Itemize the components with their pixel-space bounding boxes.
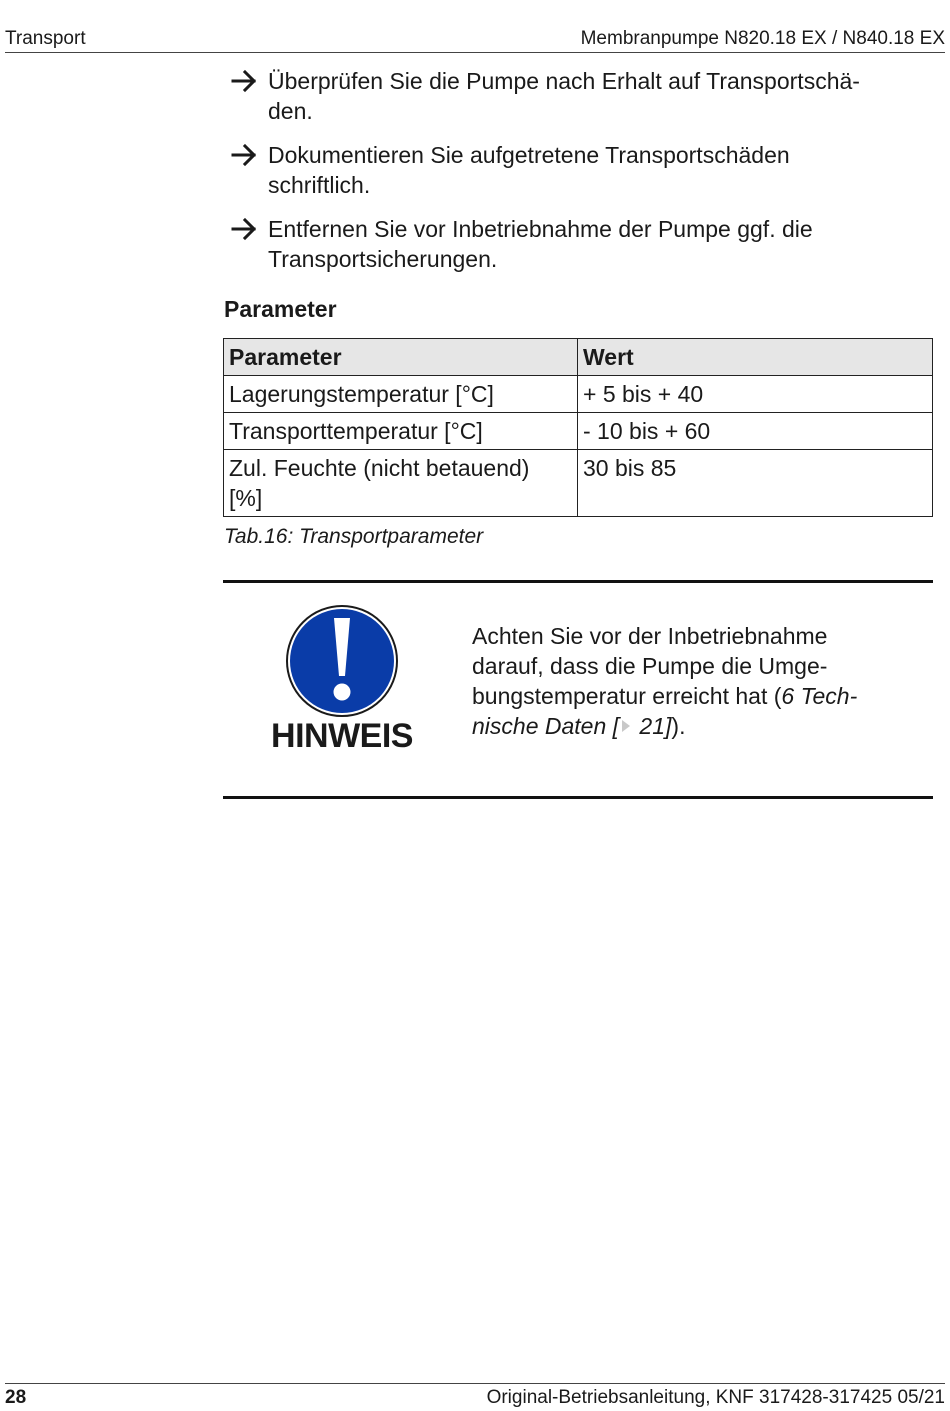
- parameter-cell: Zul. Feuchte (nicht betauend) [%]: [224, 450, 578, 517]
- column-header: Parameter: [224, 339, 578, 376]
- parameter-table: [223, 338, 933, 517]
- table-caption: Tab.16: Transportparameter: [224, 525, 484, 548]
- instruction-steps: [230, 66, 935, 288]
- value-cell: - 10 bis + 60: [578, 413, 933, 450]
- document-reference: Original-Betriebsanleitung, KNF 317428-317425 05/21: [486, 1387, 945, 1408]
- notice-bottom-rule: [223, 796, 933, 799]
- instruction-step: Überprüfen Sie die Pumpe nach Erhalt auf Transportschä- den.: [230, 66, 935, 126]
- notice-label: HINWEIS: [271, 717, 413, 755]
- page-number: 28: [5, 1387, 27, 1408]
- page-footer: [5, 1383, 945, 1408]
- header-section: Transport: [5, 28, 86, 49]
- value-cell: 30 bis 85: [578, 450, 933, 517]
- parameter-cell: Transporttemperatur [°C]: [224, 413, 578, 450]
- instruction-step: Dokumentieren Sie aufgetretene Transportschäden schriftlich.: [230, 140, 935, 200]
- table-row: [224, 376, 933, 413]
- page-header: [5, 26, 945, 53]
- notice-top-rule: [223, 580, 933, 583]
- arrow-right-icon: [230, 141, 260, 169]
- value-cell: + 5 bis + 40: [578, 376, 933, 413]
- table-header-row: [224, 339, 933, 376]
- section-title: Parameter: [224, 296, 337, 322]
- header-product: Membranpumpe N820.18 EX / N840.18 EX: [580, 28, 945, 49]
- table-row: [224, 450, 933, 517]
- notice-text: Achten Sie vor der Inbetriebnahme darauf, dass die Pumpe die Umge- bungstemperatur erreicht hat (6 Tech- nische Daten [ 21]).: [472, 623, 858, 739]
- parameter-cell: Lagerungstemperatur [°C]: [224, 376, 578, 413]
- technical-data-link[interactable]: 6 Tech- nische Daten [ 21]: [472, 683, 858, 739]
- column-header: Wert: [578, 339, 933, 376]
- arrow-right-icon: [230, 215, 260, 243]
- exclamation-icon: [285, 604, 399, 718]
- page-reference-icon: [619, 716, 633, 736]
- table-row: [224, 413, 933, 450]
- arrow-right-icon: [230, 67, 260, 95]
- instruction-step: Entfernen Sie vor Inbetriebnahme der Pumpe ggf. die Transportsicherungen.: [230, 214, 935, 274]
